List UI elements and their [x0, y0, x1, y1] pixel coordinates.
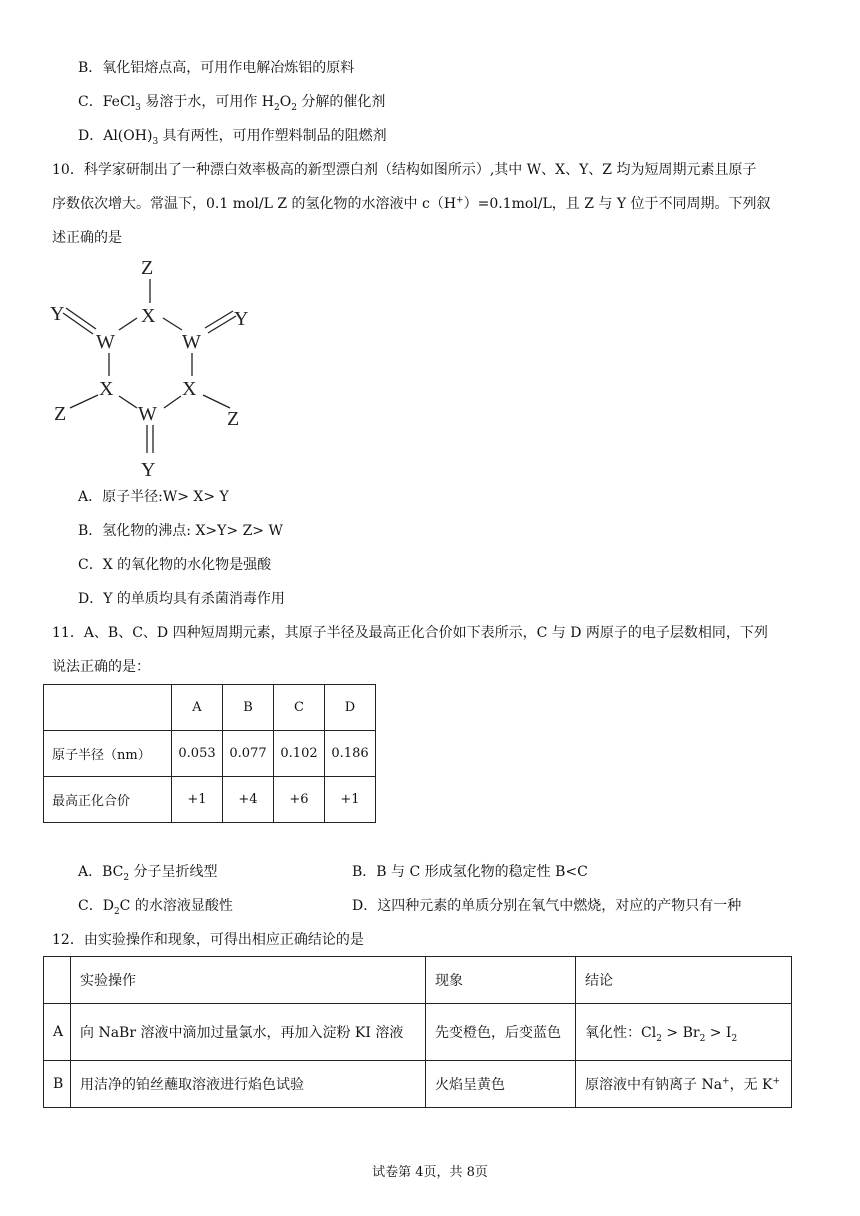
- table-cell: 0.077: [223, 731, 274, 777]
- table-cell: +1: [172, 777, 223, 823]
- table-row: [44, 731, 376, 777]
- table-header-d: D: [325, 685, 376, 731]
- atom-z-left: Z: [54, 403, 67, 425]
- bond: [203, 395, 230, 408]
- bond: [70, 395, 98, 408]
- table-header-b: B: [223, 685, 274, 731]
- q10-option-d: D．Y 的单质均具有杀菌消毒作用: [78, 591, 285, 607]
- q11-stem-line1: 11．A、B、C、D 四种短周期元素，其原子半径及最高正化合价如下表所示，C 与 D 两原子的电子层数相同，下列: [52, 625, 768, 641]
- row-label-valence: 最高正化合价: [44, 777, 172, 823]
- q10-stem-line1: 10．科学家研制出了一种漂白效率极高的新型漂白剂（结构如图所示）,其中 W、X、Y、Z 均为短周期元素且原子: [52, 162, 757, 178]
- table-row: [44, 1004, 792, 1061]
- q11-option-b: B．B 与 C 形成氢化物的稳定性 B<C: [352, 864, 588, 880]
- table-cell: 0.102: [274, 731, 325, 777]
- double-bond-a: [205, 311, 233, 328]
- atom-y-bottom: Y: [141, 459, 156, 481]
- q11-option-a: A．$BC_2$ 分子呈折线型: [78, 864, 218, 883]
- table-cell: 用洁净的铂丝蘸取溶液进行焰色试验: [71, 1061, 426, 1108]
- q12-experiment-table: [43, 956, 792, 1108]
- q12-stem: 12．由实验操作和现象，可得出相应正确结论的是: [52, 932, 364, 948]
- q11-option-d: D．这四种元素的单质分别在氧气中燃烧，对应的产物只有一种: [352, 898, 742, 914]
- table-cell: +6: [274, 777, 325, 823]
- atom-x-right: X: [182, 378, 197, 400]
- q10-option-c: C．X 的氧化物的水化物是强酸: [78, 557, 272, 573]
- q10-stem-line3: 述正确的是: [52, 230, 122, 246]
- table-cell: 氧化性：$Cl_2 > Br_2 > I_2$: [576, 1004, 792, 1061]
- atom-y-right: Y: [234, 308, 249, 330]
- q10-option-a: A．原子半径:W> X> Y: [78, 489, 229, 505]
- table-cell: +4: [223, 777, 274, 823]
- row-label-radius: 原子半径（nm）: [44, 731, 172, 777]
- atom-z-right: Z: [227, 408, 240, 430]
- bond: [163, 318, 182, 330]
- atom-x-left: X: [99, 378, 114, 400]
- table-header-a: A: [172, 685, 223, 731]
- table-cell: 火焰呈黄色: [426, 1061, 576, 1108]
- table-header-c: C: [274, 685, 325, 731]
- bond: [164, 396, 181, 408]
- page-footer: 试卷第 4页，共 8页: [372, 1165, 488, 1180]
- q9-option-d: D．$Al(OH)_3$ 具有两性，可用作塑料制品的阻燃剂: [78, 128, 387, 147]
- atom-z-top: Z: [141, 257, 154, 279]
- atom-x-top: X: [141, 305, 156, 327]
- table-row: [44, 777, 376, 823]
- header-conclusion: 结论: [576, 957, 792, 1004]
- table-header-row: [44, 957, 792, 1004]
- molecule-structure-diagram: [40, 248, 270, 484]
- table-header-row: [44, 685, 376, 731]
- table-row: [44, 1061, 792, 1108]
- table-cell: 先变橙色，后变蓝色: [426, 1004, 576, 1061]
- q11-option-c: C．$D_2C$ 的水溶液显酸性: [78, 898, 233, 917]
- table-cell: 0.186: [325, 731, 376, 777]
- table-cell: 向 NaBr 溶液中滴加过量氯水，再加入淀粉 KI 溶液: [71, 1004, 426, 1061]
- row-key: B: [44, 1061, 71, 1108]
- table-cell: 0.053: [172, 731, 223, 777]
- header-operation: 实验操作: [71, 957, 426, 1004]
- q11-data-table: [43, 684, 376, 823]
- bond: [119, 396, 137, 408]
- table-cell: 原溶液中有钠离子 Na+，无 K+: [576, 1061, 792, 1108]
- q9-option-c: C．FeCl$_3$ 易溶于水，可用作 $H_2O_2$ 分解的催化剂: [78, 94, 386, 113]
- atom-w-right: W: [182, 331, 201, 353]
- bond: [119, 318, 137, 330]
- row-key: A: [44, 1004, 71, 1061]
- table-cell: [44, 957, 71, 1004]
- q11-stem-line2: 说法正确的是：: [52, 659, 150, 675]
- atom-y-left: Y: [50, 303, 65, 325]
- table-cell: [44, 685, 172, 731]
- atom-w-left: W: [96, 331, 115, 353]
- q10-option-b: B．氢化物的沸点: X>Y> Z> W: [78, 523, 283, 539]
- header-phenomenon: 现象: [426, 957, 576, 1004]
- table-cell: +1: [325, 777, 376, 823]
- atom-w-bottom: W: [138, 403, 157, 425]
- q10-stem-line2: 序数依次增大。常温下，0.1 mol/L Z 的氢化物的水溶液中 c（H+）=0.1mol/L，且 Z 与 Y 位于不同周期。下列叙: [52, 195, 771, 212]
- q9-option-b: B．氧化铝熔点高，可用作电解冶炼铝的原料: [78, 60, 355, 76]
- double-bond-b: [208, 316, 236, 333]
